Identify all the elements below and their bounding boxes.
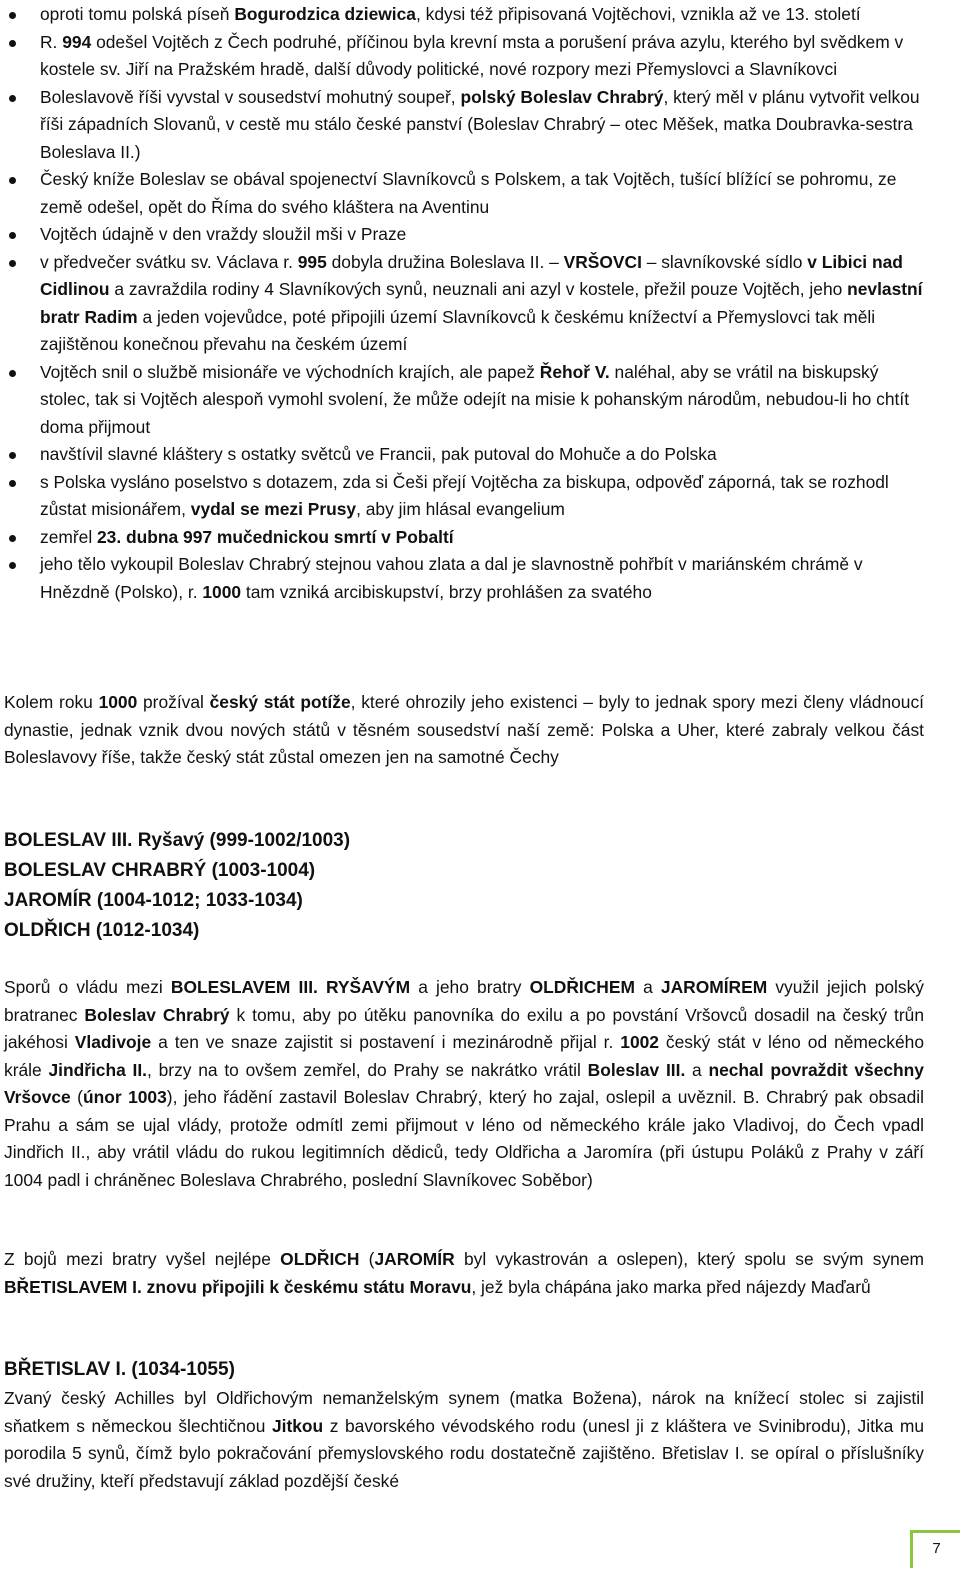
text-run: Z bojů mezi bratry vyšel nejlépe xyxy=(4,1249,281,1269)
text-run: , který měl v plánu vytvořit velkou říši západních Slovanů, v cestě mu stálo české panství (Boleslav Chrabrý – otec Měšek, matka Doubravka-sestra Boleslava II.) xyxy=(40,86,920,162)
text-run: v předvečer svátku sv. Václava r. xyxy=(40,251,298,272)
bold-text-run: Jitkou xyxy=(271,1415,324,1436)
heading-bretislav-i: BŘETISLAV I. (1034-1055) xyxy=(4,1359,235,1380)
bold-text-run: Boleslav III. xyxy=(587,1059,686,1080)
text-run: , brzy na to ovšem zemřel, do Prahy se nakrátko vrátil xyxy=(147,1059,588,1080)
text-run: zemřel xyxy=(40,526,98,547)
text-run: – slavníkovské sídlo xyxy=(641,251,808,272)
text-run: a ten ve snaze zajistit si postavení i mezinárodně přijal r. xyxy=(151,1032,621,1052)
text-run: Sporů o vládu mezi xyxy=(4,977,171,997)
text-run: , aby jim hlásal evangelium xyxy=(356,499,565,519)
text-run: a xyxy=(685,1059,709,1080)
bullet-item xyxy=(0,249,960,359)
bullet-item xyxy=(0,524,960,552)
heading-oldrich: OLDŘICH (1012-1034) xyxy=(4,920,200,941)
bold-text-run: polský Boleslav Chrabrý xyxy=(460,86,664,107)
text-run: prožíval xyxy=(137,692,210,712)
bullet-item xyxy=(0,551,960,606)
text-run: Vojtěch údajně v den vraždy sloužil mši v Praze xyxy=(40,224,407,244)
text-run: R. xyxy=(40,31,63,52)
bold-text-run: VRŠOVCI xyxy=(563,251,642,272)
bold-text-run: OLDŘICH xyxy=(280,1249,360,1269)
text-run: oproti tomu polská píseň xyxy=(40,4,235,24)
bullet-item xyxy=(0,166,960,221)
bold-text-run: 994 xyxy=(62,31,92,52)
text-run: ( xyxy=(70,1087,83,1107)
heading-jaromir: JAROMÍR (1004-1012; 1033-1034) xyxy=(4,890,303,911)
text-run: , které ohrozily jeho existenci – byly to jednak spory mezi členy vládnoucí dynastie, jednak vznik dvou nových států v těsném sousedství naší země: Polska a Uher, které zabraly velkou část Boleslavovy říše, takže český stát zůstal omezen jen na samotné Čechy xyxy=(4,692,924,767)
bold-text-run: BOLESLAVEM III. RYŠAVÝM xyxy=(170,977,411,997)
text-run: odešel Vojtěch z Čech podruhé, příčinou byla krevní msta a porušení práva azylu, kterého byl svědkem v kostele sv. Jiří na Pražském hradě, další důvody politické, nové rozpory mezi Přemyslovci a Slavníkovci xyxy=(40,31,904,79)
text-run: český stát v léno od německého krále xyxy=(4,1032,924,1080)
text-run: s Polska vysláno poselstvo s dotazem, zda si Češi přejí Vojtěcha za biskupa, odpověď záporná, tak se rozhodl zůstat misionářem, xyxy=(40,471,889,519)
heading-boleslav-iii: BOLESLAV III. Ryšavý (999-1002/1003) xyxy=(4,830,351,851)
bold-text-run: Vladivoje xyxy=(74,1032,152,1052)
text-run: navštívil slavné kláštery s ostatky světců ve Francii, pak putoval do Mohuče a do Polska xyxy=(40,444,717,464)
heading-boleslav-chrabry: BOLESLAV CHRABRÝ (1003-1004) xyxy=(4,860,316,881)
bold-text-run: 1000 xyxy=(98,692,138,712)
paragraph-z-boju-mezi-bratry xyxy=(0,1246,960,1301)
text-run: a xyxy=(634,977,661,997)
text-run: využil jejich polský bratranec xyxy=(4,977,925,1025)
text-run: Boleslavově říši vyvstal v sousedství mohutný soupeř, xyxy=(40,86,461,107)
bold-text-run: Bogurodzica dziewica xyxy=(234,4,416,24)
bold-text-run: únor 1003 xyxy=(82,1087,167,1107)
text-run: ), jeho řádění zastavil Boleslav Chrabrý, který ho zajal, oslepil a uvěznil. B. Chrabrý pak obsadil Prahu a sám se ujal vlády, protože odmítl zemi přijmout v léno od německého krále jako Vladivoj, do Čech vpadl Jindřich II., aby vrátil vládu do rukou legitimních dědiců, tedy Oldřicha a Jaromíra (při ústupu Poláků z Prahy v září 1004 padl i chráněnec Boleslava Chrabrého, poslední Slavníkovec Soběbor) xyxy=(4,1087,924,1190)
bold-text-run: v Libici nad Cidlinou xyxy=(40,251,903,299)
bold-text-run: 1002 xyxy=(620,1032,659,1052)
text-run: ( xyxy=(359,1249,375,1269)
bold-text-run: 1000 xyxy=(202,581,242,602)
text-run: dobyla družina Boleslava II. – xyxy=(326,251,564,272)
text-run: Kolem roku xyxy=(4,692,99,712)
text-run: , jež byla chápána jako marka před nájezdy Maďarů xyxy=(471,1276,871,1297)
bold-text-run: Jindřicha II. xyxy=(48,1059,148,1080)
text-run: z bavorského vévodského rodu (unesl ji z kláštera ve Svinibrodu), Jitka mu porodila 5 synů, čímž bylo pokračování přemyslovského rodu dostatečně zajištěno. Břetislav I. se opíral o příslušníky své družiny, kteří představují základ pozdější české xyxy=(4,1415,924,1491)
bold-text-run: JAROMÍREM xyxy=(660,977,768,997)
bold-text-run: JAROMÍR xyxy=(374,1249,455,1269)
text-run: byl vykastrován a oslepen), který spolu se svým synem xyxy=(454,1249,925,1269)
page-number: 7 xyxy=(910,1530,960,1568)
bold-text-run: vydal se mezi Prusy xyxy=(190,499,357,519)
bold-text-run: OLDŘICHEM xyxy=(529,977,635,997)
bold-text-run: český stát potíže xyxy=(209,692,351,712)
text-run: a jeho bratry xyxy=(410,977,530,997)
bullet-item xyxy=(0,359,960,442)
bold-text-run: nechal povraždit všechny Vršovce xyxy=(4,1059,924,1107)
paragraph-bretislav xyxy=(0,1385,960,1495)
text-run: Vojtěch snil o službě misionáře ve východních krajích, ale papež xyxy=(40,361,540,382)
bullet-item xyxy=(0,84,960,167)
bold-text-run: Boleslav Chrabrý xyxy=(84,1004,230,1025)
text-run: naléhal, aby se vrátil na biskupský stolec, tak si Vojtěch alespoň vymohl svolení, že může odejít na misie k pohanským národům, nebudou-li ho chtít doma přijmout xyxy=(40,361,910,437)
text-run: k tomu, aby po útěku panovníka do exilu a po povstání Vršovců dosadil na český trůn jakéhosi xyxy=(4,1004,924,1052)
text-run: jeho tělo vykoupil Boleslav Chrabrý stejnou vahou zlata a dal je slavnostně pohřbít v mariánském chrámě v Hnězdně (Polsko), r. xyxy=(40,554,863,602)
text-run: Český kníže Boleslav se obával spojenectví Slavníkovců s Polskem, a tak Vojtěch, tušící blížící se pohromu, ze země odešel, opět do Říma do svého kláštera na Aventinu xyxy=(40,169,897,217)
bullet-item xyxy=(0,29,960,84)
text-run: a zavraždila rodiny 4 Slavníkových synů, neuznali ani azyl v kostele, přežil pouze Vojtěch, jeho xyxy=(109,279,848,299)
bullet-item xyxy=(0,469,960,524)
paragraph-kolem-roku-1000 xyxy=(0,689,960,772)
bold-text-run: nevlastní bratr Radim xyxy=(40,279,923,327)
bold-text-run: 23. dubna 997 mučednickou smrtí v Pobaltí xyxy=(97,526,454,547)
bullet-item xyxy=(0,1,960,29)
text-run: , kdysi též připisovaná Vojtěchovi, vznikla až ve 13. století xyxy=(415,4,861,24)
paragraph-sporu-o-vladu xyxy=(0,974,960,1194)
bold-text-run: 995 xyxy=(297,251,327,272)
text-run: tam vzniká arcibiskupství, brzy prohlášen za svatého xyxy=(241,581,652,602)
bullet-item xyxy=(0,221,960,249)
bold-text-run: BŘETISLAVEM I. znovu připojili k českému státu Moravu xyxy=(4,1276,472,1297)
bullet-item xyxy=(0,441,960,469)
bold-text-run: Řehoř V. xyxy=(539,361,610,382)
bullet-list xyxy=(0,1,960,606)
text-run: Zvaný český Achilles byl Oldřichovým nemanželským synem (matka Božena), nárok na knížecí stolec si zajistil sňatkem s německou šlechtičnou xyxy=(4,1388,924,1436)
ruler-headings xyxy=(4,826,350,946)
text-run: a jeden vojevůdce, poté připojili území Slavníkovců k českému knížectví a Přemyslovci tak měli zajištěnou konečnou převahu na českém území xyxy=(40,306,876,354)
